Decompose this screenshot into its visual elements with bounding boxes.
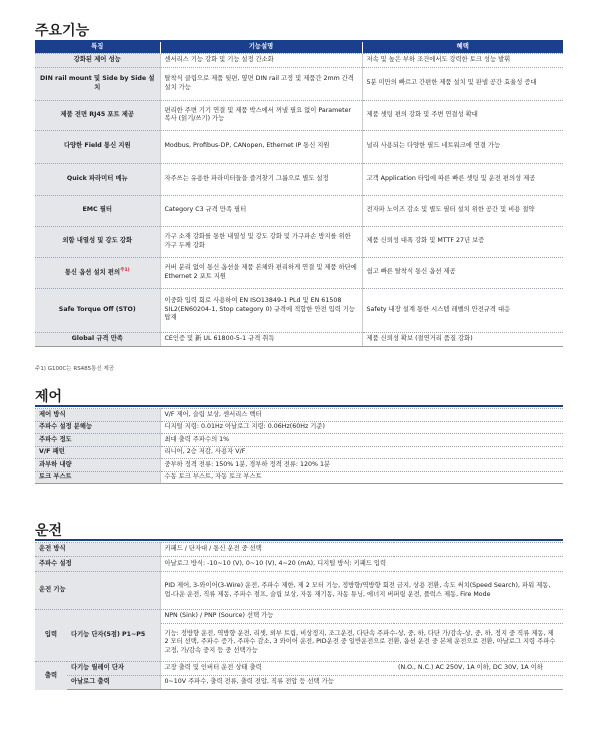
control-value: V/F 제어, 슬립 보상, 센서리스 벡터 — [160, 409, 563, 422]
features-table — [35, 42, 563, 347]
footnote: 주1) G100C는 RS485통신 제공 — [35, 366, 115, 372]
feature-cell: EMC 필터 — [35, 195, 160, 226]
description-cell: Modbus, Profibus-DP, CANopen, Ethernet IP 통신 지원 — [160, 130, 362, 163]
description-cell: 가구 소재 강화를 통한 내열성 및 강도 강화 및 가구파손 방지를 위한 가구 두께 강화 — [160, 226, 362, 257]
table-row — [35, 662, 563, 676]
operation-label: 운전 방식 — [35, 543, 160, 557]
description-cell: CE인증 및 新 UL 61800-5-1 규격 취득 — [160, 332, 362, 346]
table-row — [35, 434, 563, 447]
table-row — [35, 610, 563, 624]
input-group-label: 입력 — [35, 610, 67, 662]
analog-output-label: 아날로그 출력 — [67, 676, 160, 690]
operation-value: 키패드 / 단자대 / 통신 운전 중 선택 — [160, 543, 563, 557]
description-cell: 커버 분리 없이 통신 옵션을 제품 본체와 편리하게 연결 및 제품 하단에 Ethernet 2 포트 지원 — [160, 257, 362, 288]
description-cell: 이중화 입력 회로 사용하여 EN ISO13849-1 PLd 및 EN 61508 SIL2(EN60204-1, Stop category 0) 규격에 적합한 안전 입력 기능 탑재 — [160, 288, 362, 332]
input-line2: 기능: 정방향 운전, 역방향 운전, 리셋, 외부 트립, 비상정지, 조그운전, 다단속 주파수-상, 중, 하, 다단 가/감속-상, 중, 하, 정지 중 직류 제동, 제 2 모터 선택, 주파수 증가, 주파수 감소, 3 와이어 운전, PID운전 중 일반운전으로 전환, 옵션 운전 중 본체 운전으로 전환, 아날로그 지령 주파수 고정, 가/감속 중지 등 중 선택가능 — [160, 624, 563, 662]
control-label: 제어 방식 — [35, 409, 160, 422]
analog-output-value: 0~10V 주파수, 출력 전류, 출력 전압, 직류 전압 등 선택 가능 — [160, 676, 563, 690]
control-value: 리니어, 2승 저감, 사용자 V/F — [160, 446, 563, 459]
control-label: 주파수 정도 — [35, 434, 160, 447]
table-row — [35, 459, 563, 472]
control-value: 중부하 정격 전류: 150% 1분, 경부하 정격 전류: 120% 1분 — [160, 459, 563, 472]
control-label: V/F 패턴 — [35, 446, 160, 459]
benefit-cell: 제품 신뢰성 확보 (절연거리 품질 강화) — [362, 332, 563, 346]
relay-value: 고장 출력 및 인버터 운전 상태 출력 — [160, 662, 394, 676]
feature-cell: DIN rail mount 및 Side by Side 설치 — [35, 67, 160, 100]
control-value: 수동 토크 부스트, 자동 토크 부스트 — [160, 471, 563, 484]
features-header-row — [35, 42, 563, 53]
benefit-cell: 전자파 노이즈 감소 및 별도 필터 설치 위한 공간 및 비용 절약 — [362, 195, 563, 226]
operation-label: 주파수 설정 — [35, 557, 160, 572]
table-row — [35, 226, 563, 257]
benefit-cell: 널리 사용되는 다양한 필드 네트워크에 연결 가능 — [362, 130, 563, 163]
control-value: 디지털 지령: 0.01Hz 아날로그 지령: 0.06Hz(60Hz 기준) — [160, 421, 563, 434]
table-row — [35, 100, 563, 130]
description-cell: 편리한 주변 기기 연결 및 제품 박스에서 꺼낼 필요 없이 Parameter 복사 (읽기/쓰기) 가능 — [160, 100, 362, 130]
feature-cell — [35, 257, 160, 288]
operation-title: 운전 — [35, 523, 63, 539]
table-row — [35, 471, 563, 484]
table-row — [35, 130, 563, 163]
description-cell: 센서리스 기능 강화 및 기능 설정 간소화 — [160, 53, 362, 67]
control-label: 과부하 내량 — [35, 459, 160, 472]
table-row — [35, 557, 563, 572]
footnote-mark: 주1) — [120, 267, 130, 273]
feature-cell: Quick 파라미터 메뉴 — [35, 163, 160, 195]
description-cell: 자주쓰는 유용한 파라미터들을 즐겨찾기 그룹으로 별도 설정 — [160, 163, 362, 195]
control-table — [35, 408, 563, 484]
control-rule — [35, 405, 563, 407]
benefit-cell: 5분 미만의 빠르고 간편한 제품 설치 및 판넬 공간 효율성 증대 — [362, 67, 563, 100]
table-row — [35, 409, 563, 422]
table-row — [35, 543, 563, 557]
header-description: 기능설명 — [160, 42, 362, 53]
table-row — [35, 288, 563, 332]
control-value: 최대 출력 주파수의 1% — [160, 434, 563, 447]
feature-cell: 외함 내열성 및 강도 강화 — [35, 226, 160, 257]
table-row — [35, 676, 563, 690]
operation-value: PID 제어, 3-와이어(3-Wire) 운전, 주파수 제한, 제 2 모터 기능, 정방향/역방향 회전 금지, 상용 전환, 속도 써치(Speed Search), 파워 제동, 업-다운 운전, 직류 제동, 주파수 점프, 슬립 보상, 자동 재기동, 자동 튜닝, 에너지 버퍼링 운전, 플럭스 제동, Fire Mode — [160, 572, 563, 610]
operation-value: 아날로그 방식: -10~10 (V), 0~10 (V), 4~20 (mA), 디지털 방식: 키패드 입력 — [160, 557, 563, 572]
feature-cell: 강화된 제어 성능 — [35, 53, 160, 67]
table-row — [35, 67, 563, 100]
relay-label: 다기능 릴레이 단자 — [67, 662, 160, 676]
relay-spec: (N.O., N.C.) AC 250V, 1A 이하, DC 30V, 1A 이하 — [394, 662, 563, 676]
description-cell: Category C3 규격 만족 필터 — [160, 195, 362, 226]
header-feature: 특징 — [35, 42, 160, 53]
operation-table — [35, 542, 563, 690]
benefit-cell: 제품 셋팅 편의 강화 및 주변 연결성 확대 — [362, 100, 563, 130]
feature-cell: 다양한 Field 통신 지원 — [35, 130, 160, 163]
benefit-cell: 고객 Application 타입에 따른 빠른 셋팅 및 운전 편의성 제공 — [362, 163, 563, 195]
table-row — [35, 572, 563, 610]
table-row — [35, 257, 563, 288]
table-row — [35, 195, 563, 226]
table-row — [35, 446, 563, 459]
table-row — [35, 163, 563, 195]
input-line1: NPN (Sink) / PNP (Source) 선택 가능 — [160, 610, 563, 624]
benefit-cell: 쉽고 빠른 탈착식 통신 옵션 제공 — [362, 257, 563, 288]
control-title: 제어 — [35, 389, 63, 405]
operation-rule — [35, 539, 563, 541]
feature-text: 통신 옵션 설치 편의 — [64, 268, 121, 276]
table-row — [35, 53, 563, 67]
control-label: 토크 부스트 — [35, 471, 160, 484]
table-row — [35, 421, 563, 434]
benefit-cell: Safety 내장 설계 통한 시스템 레벨의 안전규격 대응 — [362, 288, 563, 332]
input-sub-label: 다기능 단자(5점) P1~P5 — [67, 610, 160, 662]
features-title: 주요기능 — [35, 23, 90, 39]
benefit-cell: 저속 및 높은 부하 조건에서도 강력한 토크 성능 발휘 — [362, 53, 563, 67]
benefit-cell: 제품 신뢰성 대폭 강화 및 MTTF 27년 보증 — [362, 226, 563, 257]
header-benefit: 혜택 — [362, 42, 563, 53]
feature-cell: Safe Torque Off (STO) — [35, 288, 160, 332]
feature-cell: Global 규격 만족 — [35, 332, 160, 346]
operation-label: 운전 기능 — [35, 572, 160, 610]
table-row — [35, 332, 563, 346]
feature-cell: 제품 전면 RJ45 포트 제공 — [35, 100, 160, 130]
control-label: 주파수 설정 분해능 — [35, 421, 160, 434]
output-group-label: 출력 — [35, 662, 67, 690]
description-cell: 탈착식 클립으로 제품 뒷편, 옆면 DIN rail 고정 및 제품간 2mm 간격 설치 가능 — [160, 67, 362, 100]
